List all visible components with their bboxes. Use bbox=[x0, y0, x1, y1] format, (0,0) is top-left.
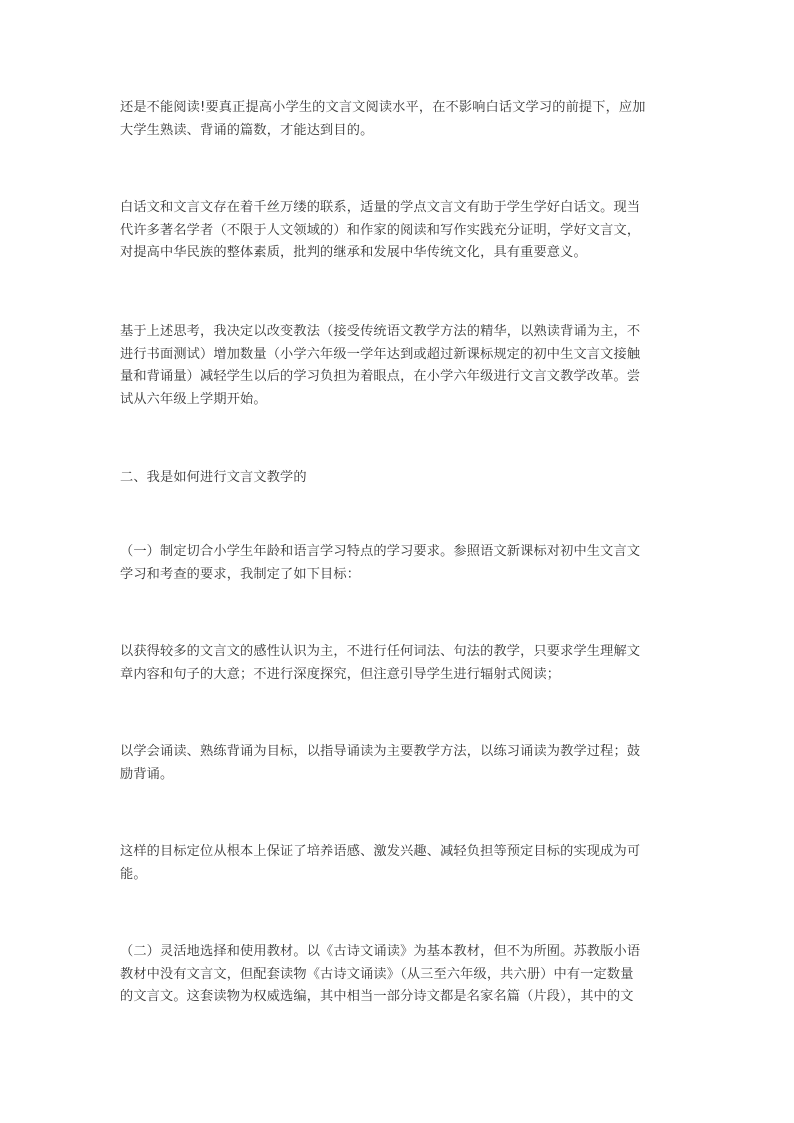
paragraph-line: 励背诵。 bbox=[120, 766, 174, 782]
paragraph-line: 章内容和句子的大意；不进行深度探究，但注意引导学生进行辐射式阅读； bbox=[120, 666, 561, 682]
paragraph-line: 这样的目标定位从根本上保证了培养语感、激发兴趣、减轻负担等预定目标的实现成为可 bbox=[120, 844, 641, 859]
paragraph-line: （二）灵活地选择和使用教材。以《古诗文诵读》为基本教材，但不为所囿。苏教版小语 bbox=[120, 944, 641, 959]
paragraph-line: 基于上述思考，我决定以改变教法（接受传统语文教学方法的精华，以熟读背诵为主，不 bbox=[120, 324, 641, 339]
paragraph-line: 学习和考查的要求，我制定了如下目标： bbox=[120, 566, 361, 582]
paragraph-line: 的文言文。这套读物为权威选编，其中相当一部分诗文都是名家名篇（片段），其中的文 bbox=[120, 989, 634, 1004]
paragraph-line: 以获得较多的文言文的感性认识为主，不进行任何词法、句法的教学，只要求学生理解文 bbox=[120, 644, 641, 659]
paragraph-line: 白话文和文言文存在着千丝万缕的联系，适量的学点文言文有助于学生学好白话文。现当 bbox=[120, 200, 641, 215]
paragraph-reading-level bbox=[120, 97, 680, 142]
section-heading bbox=[120, 467, 680, 490]
paragraph-line: 进行书面测试）增加数量（小学六年级一学年达到或超过新课标规定的初中生文言文接触 bbox=[120, 346, 641, 362]
paragraph-goal-two bbox=[120, 741, 680, 786]
paragraph-line: 以学会诵读、熟练背诵为目标，以指导诵读为主要教学方法，以练习诵读为教学过程；鼓 bbox=[120, 744, 641, 759]
paragraph-teaching-reform bbox=[120, 321, 680, 411]
paragraph-line: 试从六年级上学期开始。 bbox=[120, 391, 267, 407]
paragraph-line: 还是不能阅读!要真正提高小学生的文言文阅读水平，在不影响白话文学习的前提下，应加 bbox=[120, 100, 646, 115]
paragraph-line: 教材中没有文言文，但配套读物《古诗文诵读》（从三至六年级，共六册）中有一定数量 bbox=[120, 966, 634, 982]
paragraph-goal-positioning bbox=[120, 841, 680, 886]
paragraph-line: 量和背诵量）减轻学生以后的学习负担为着眼点，在小学六年级进行文言文教学改革。尝 bbox=[120, 369, 641, 384]
paragraph-vernacular-classical bbox=[120, 197, 680, 265]
paragraph-line: 对提高中华民族的整体素质，批判的继承和发展中华传统文化，具有重要意义。 bbox=[120, 245, 587, 260]
paragraph-goal-one bbox=[120, 641, 680, 686]
paragraph-line: 能。 bbox=[120, 866, 147, 882]
paragraph-line: 代许多著名学者（不限于人文领域的）和作家的阅读和写作实践充分证明，学好文言文， bbox=[120, 222, 641, 238]
paragraph-learning-requirements bbox=[120, 541, 680, 586]
paragraph-materials bbox=[120, 941, 680, 1009]
section-heading-text: 二、我是如何进行文言文教学的 bbox=[120, 470, 307, 485]
paragraph-line: 大学生熟读、背诵的篇数，才能达到目的。 bbox=[120, 122, 374, 138]
paragraph-line: （一）制定切合小学生年龄和语言学习特点的学习要求。参照语文新课标对初中生文言文 bbox=[120, 544, 641, 559]
